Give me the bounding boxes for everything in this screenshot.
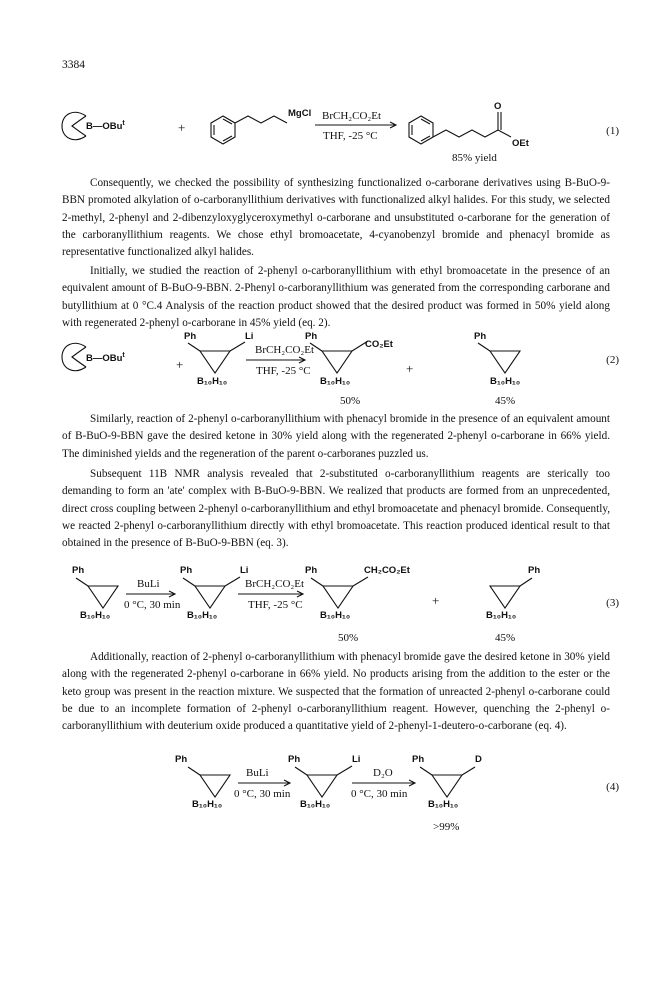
ester-carborane-structure [310,341,368,373]
co2et-label: CO₂Et [365,339,393,350]
oet-label: OEt [512,138,529,149]
reagent-1-label: BuLi [246,767,269,779]
paragraph-2: Initially, we studied the reaction of 2-phenyl o-carboranyllithium with ethyl bromoacetate in the presence of an equivalent amount of B-BuO-9-BBN. 2-Phenyl o-carboranyllithium was generated from the corresponding carborane and butyllithium at 0 °C.4 Analysis of the reaction product showed that the desired product was formed in 50% yield along with regenerated 2-phenyl o-carborane in 45% yield (eq. 2). [62,265,610,329]
page-number: 3384 [62,59,85,71]
ester-carborane-structure [311,577,368,608]
b10h10-label-intermediate: B₁₀H₁₀ [187,610,218,621]
carboranyllithium-structure [295,766,352,797]
li-label: Li [352,754,361,765]
bbn-structure [62,343,86,370]
reagent-1-label: BuLi [137,578,160,590]
bbn-butoxy-label: B—OBu$^t$ [86,120,125,133]
equation-number-1: (1) [606,125,619,137]
equation-number-4: (4) [606,781,619,793]
b10h10-label-intermediate: B₁₀H₁₀ [300,799,331,810]
ketoester-product-structure [409,112,511,144]
b10h10-label-start: B₁₀H₁₀ [80,610,111,621]
conditions-label: THF, -25 °C [256,365,311,377]
plus-sign: + [432,593,440,608]
reagent-2-label: BrCH₂CO₂Et [245,578,305,590]
phenyl-carborane-start [188,767,230,797]
equation-number-2: (2) [606,354,619,366]
ph-label-intermediate: Ph [288,754,301,765]
deutero-carborane-product [420,767,475,797]
ph-label-byproduct: Ph [474,331,487,342]
reaction-arrow-3a [126,591,175,597]
equation-number-3: (3) [606,597,619,609]
plus-sign: + [176,357,184,372]
ph-label-byproduct: Ph [528,565,541,576]
b10h10-label: B₁₀H₁₀ [197,376,228,387]
equation-2-structures [0,335,672,410]
reaction-arrow-4a [238,780,290,786]
b10h10-label-product: B₁₀H₁₀ [428,799,459,810]
reagent-label: BrCH₂CO₂Et [322,110,382,122]
phenyl-grignard-structure [211,116,287,144]
equation-1 [0,90,672,170]
ch2co2et-label: CH₂CO₂Et [364,565,410,576]
ph-label-intermediate: Ph [180,565,193,576]
paragraph-3: Similarly, reaction of 2-phenyl o-carboranyllithium with phenacyl bromide in the presence of an equivalent amount of B-BuO-9-BBN gave the desired ketone in 30% yield along with the regenerated 2-phenyl o-carborane in 66% yield. The diminished yields and the regeneration of the parent o-carboranes puzzled us. [62,413,610,460]
paragraph-1: Consequently, we checked the possibility of synthesizing functionalized o-carborane derivatives using B-BuO-9-BBN promoted alkylation of o-carboranyllithium derivatives with functionalized alkyl halides. For this study, we selected 2-methyl, 2-phenyl and 2-dibenzyloxyglyceroxymethyl o-carborane and unsubstituted o-carborane for the generation of the carboranyllithium reagents. We chose ethyl bromoacetate, 4-cyanobenzyl bromide and phenacyl bromide as representative functionalized alkyl halides. [62,177,610,259]
b10h10-label-byproduct: B₁₀H₁₀ [486,610,517,621]
equation-3-structures [0,569,672,647]
reaction-arrow-4b [352,780,415,786]
yield-product-2: 50% [340,395,361,407]
paragraph-5: Additionally, reaction of 2-phenyl o-carboranyllithium with phenacyl bromide gave the desired ketone in 30% yield along with the regenerated 2-phenyl o-carborane in 66% yield. No products arising from the addition to the ester or the keto group was present in the reaction mixture. We suspected that the formation of unreacted 2-phenyl o-carborane could be due to an incomplete formation of 2-phenyl o-carboranyllithium reagent. However, quenching the 2-phenyl o-carboranyllithium with deuterium oxide produced a quantitative yield of 2-phenyl-1-deutero-o-carborane (eq. 4). [62,651,610,733]
b10h10-label-product: B₁₀H₁₀ [320,376,351,387]
ph-label-product: Ph [305,565,318,576]
li-label: Li [245,331,254,342]
conditions-2-label: THF, -25 °C [248,599,303,611]
li-label: Li [240,565,249,576]
reagent-label: BrCH₂CO₂Et [255,344,315,356]
yield-byproduct-3: 45% [495,632,516,644]
carboranyllithium-structure [188,342,245,373]
plus-sign-2: + [406,361,414,376]
paragraph-4: Subsequent 11B NMR analysis revealed that 2-substituted o-carboranyllithium reagents are sterically too demanding to form an 'ate' complex with B-BuO-9-BBN. We realized that products are formed from an unprecedented, direct cross coupling between 2-phenyl o-carboranyllithium and ethyl bromoacetate and phenacyl bromide. Consequently, we reacted 2-phenyl o-carboranyllithium directly with ethyl bromoacetate. This reaction produced identical result to that obtained in the presence of B-BuO-9-BBN (eq. 3). [62,468,610,550]
b10h10-label-product: B₁₀H₁₀ [320,610,351,621]
d-label: D [475,754,482,765]
reaction-arrow-1 [315,122,396,128]
yield-product-4: >99% [433,821,460,833]
mgcl-label: MgCl [288,108,312,119]
equation-4 [0,754,672,858]
bbn-butoxy-label: B—OBu$^t$ [86,352,125,365]
phenyl-carborane-start [76,578,118,608]
conditions-1-label: 0 °C, 30 min [124,599,181,611]
reagent-2-label: D₂O [373,767,393,779]
ketone-o-label: O [494,101,502,112]
phenyl-carborane-byproduct [490,578,532,608]
equation-4-structures [0,758,672,858]
ph-label-start: Ph [72,565,85,576]
phenyl-carborane-structure [478,343,520,373]
reaction-arrow-2 [246,357,305,363]
conditions-1-label: 0 °C, 30 min [234,788,291,800]
conditions-label: THF, -25 °C [323,130,378,142]
reaction-arrow-3b [238,591,303,597]
bbn-structure [62,112,86,139]
yield-byproduct-2: 45% [495,395,516,407]
ph-label: Ph [184,331,197,342]
carboranyllithium-structure [183,577,240,608]
equation-2 [0,331,672,410]
ph-label-product: Ph [305,331,318,342]
b10h10-label-start: B₁₀H₁₀ [192,799,223,810]
equation-3 [0,565,672,647]
yield-product-3: 50% [338,632,359,644]
ph-label-start: Ph [175,754,188,765]
b10h10-label-byproduct: B₁₀H₁₀ [490,376,521,387]
conditions-2-label: 0 °C, 30 min [351,788,408,800]
yield-label-1: 85% yield [452,152,497,164]
ph-label-product: Ph [412,754,425,765]
plus-sign: + [178,120,186,135]
